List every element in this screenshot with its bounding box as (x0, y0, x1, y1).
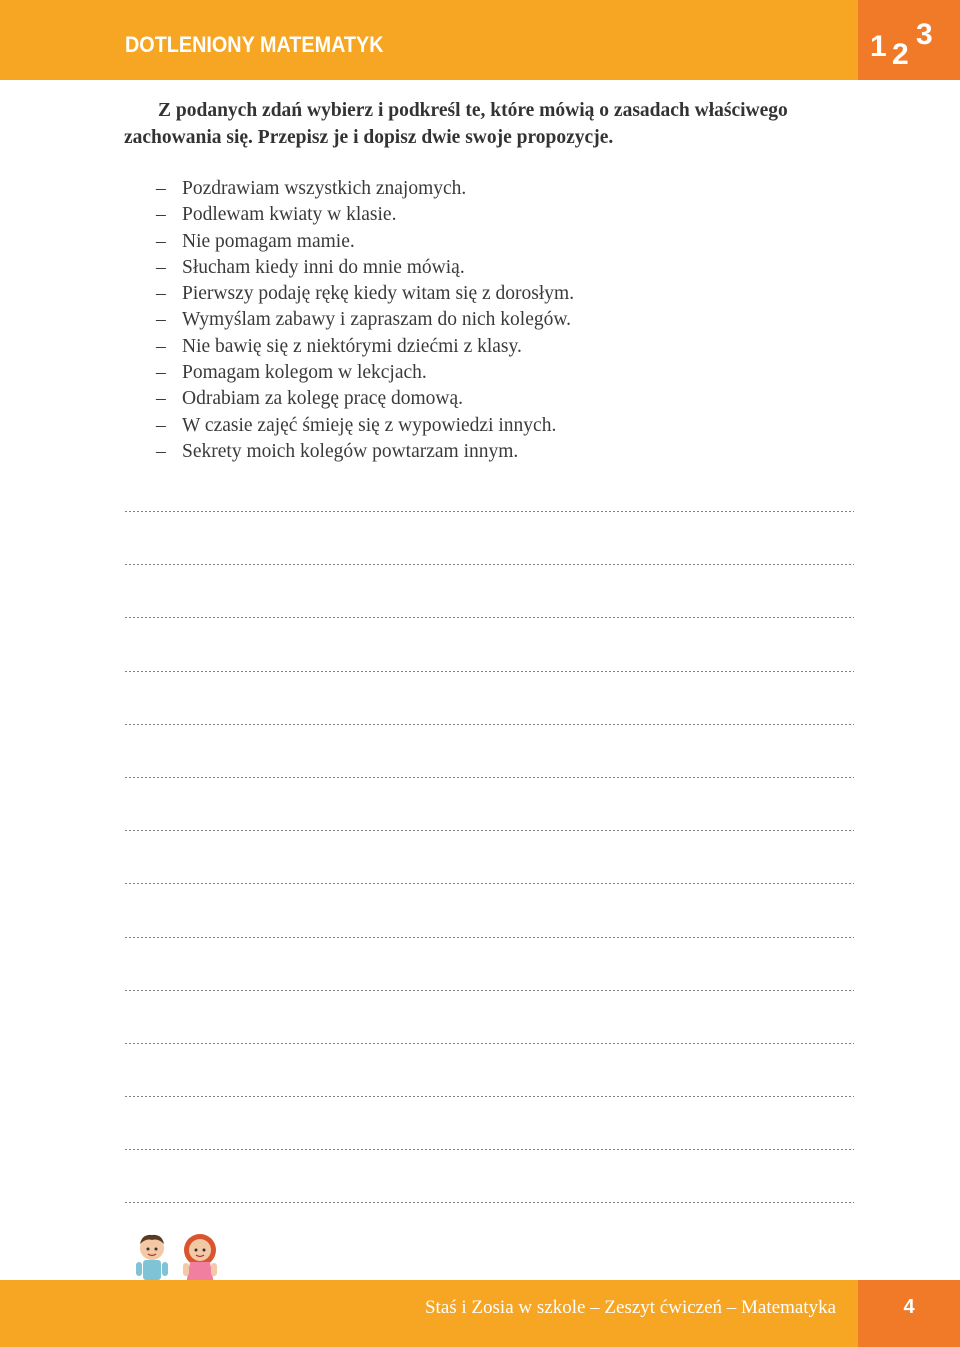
writing-lines (124, 496, 854, 1241)
writing-line[interactable] (124, 1081, 854, 1134)
sentence-text: Słucham kiedy inni do mnie mówią. (182, 256, 465, 278)
sentence-text: Pozdrawiam wszystkich znajomych. (182, 178, 467, 199)
list-dash: – (156, 362, 166, 384)
list-item (156, 413, 574, 439)
sentence-text: Odrabiam za kolegę pracę domową. (182, 388, 463, 410)
sentence-text: Sekrety moich kolegów powtarzam innym. (182, 440, 519, 462)
list-item (156, 334, 574, 360)
header-title: DOTLENIONY MATEMATYK (125, 32, 384, 57)
list-item (156, 176, 574, 202)
writing-line[interactable] (124, 1028, 854, 1081)
list-dash: – (156, 335, 166, 357)
list-item (156, 307, 574, 333)
sentence-text: Pierwszy podaję rękę kiedy witam się z dorosłym. (182, 283, 575, 305)
sentence-text: Pomagam kolegom w lekcjach. (182, 362, 427, 384)
writing-line[interactable] (124, 602, 854, 655)
sentence-text: Nie pomagam mamie. (182, 230, 355, 252)
writing-line[interactable] (124, 496, 854, 549)
list-dash: – (156, 309, 166, 331)
list-dash: – (156, 440, 166, 462)
list-item (156, 202, 574, 228)
writing-line[interactable] (124, 815, 854, 868)
writing-line[interactable] (124, 922, 854, 975)
writing-line[interactable] (124, 868, 854, 921)
list-dash: – (156, 388, 166, 410)
list-item (156, 360, 574, 386)
list-dash: – (156, 256, 166, 278)
writing-line[interactable] (124, 1187, 854, 1240)
sentence-list (156, 176, 574, 465)
exercise-instruction: Z podanych zdań wybierz i podkreśl te, które mówią o zasadach właściwego zachowania się. Przepisz je i dopisz dwie swoje propozycje. (124, 100, 788, 148)
page-number: 4 (903, 1296, 915, 1318)
list-item (156, 255, 574, 281)
list-item (156, 229, 574, 255)
logo-digit-3: 3 (916, 18, 933, 51)
list-dash: – (156, 414, 166, 436)
sentence-text: W czasie zajęć śmieję się z wypowiedzi innych. (182, 414, 557, 436)
sentence-text: Nie bawię się z niektórymi dziećmi z klasy. (182, 335, 522, 357)
list-item (156, 281, 574, 307)
writing-line[interactable] (124, 709, 854, 762)
logo-digit-1: 1 (870, 30, 887, 63)
list-dash: – (156, 230, 166, 252)
numbers-logo-icon (868, 18, 948, 70)
list-item (156, 386, 574, 412)
writing-line[interactable] (124, 656, 854, 709)
writing-line[interactable] (124, 549, 854, 602)
list-dash: – (156, 178, 166, 199)
sentence-text: Podlewam kwiaty w klasie. (182, 204, 397, 226)
list-dash: – (156, 204, 166, 226)
list-item (156, 439, 574, 465)
sentence-text: Wymyślam zabawy i zapraszam do nich kolegów. (182, 309, 572, 331)
writing-line[interactable] (124, 975, 854, 1028)
list-dash: – (156, 283, 166, 305)
writing-line[interactable] (124, 762, 854, 815)
footer-title: Staś i Zosia w szkole – Zeszyt ćwiczeń – Matematyka (424, 1297, 836, 1318)
writing-line[interactable] (124, 1134, 854, 1187)
logo-digit-2: 2 (892, 38, 909, 71)
